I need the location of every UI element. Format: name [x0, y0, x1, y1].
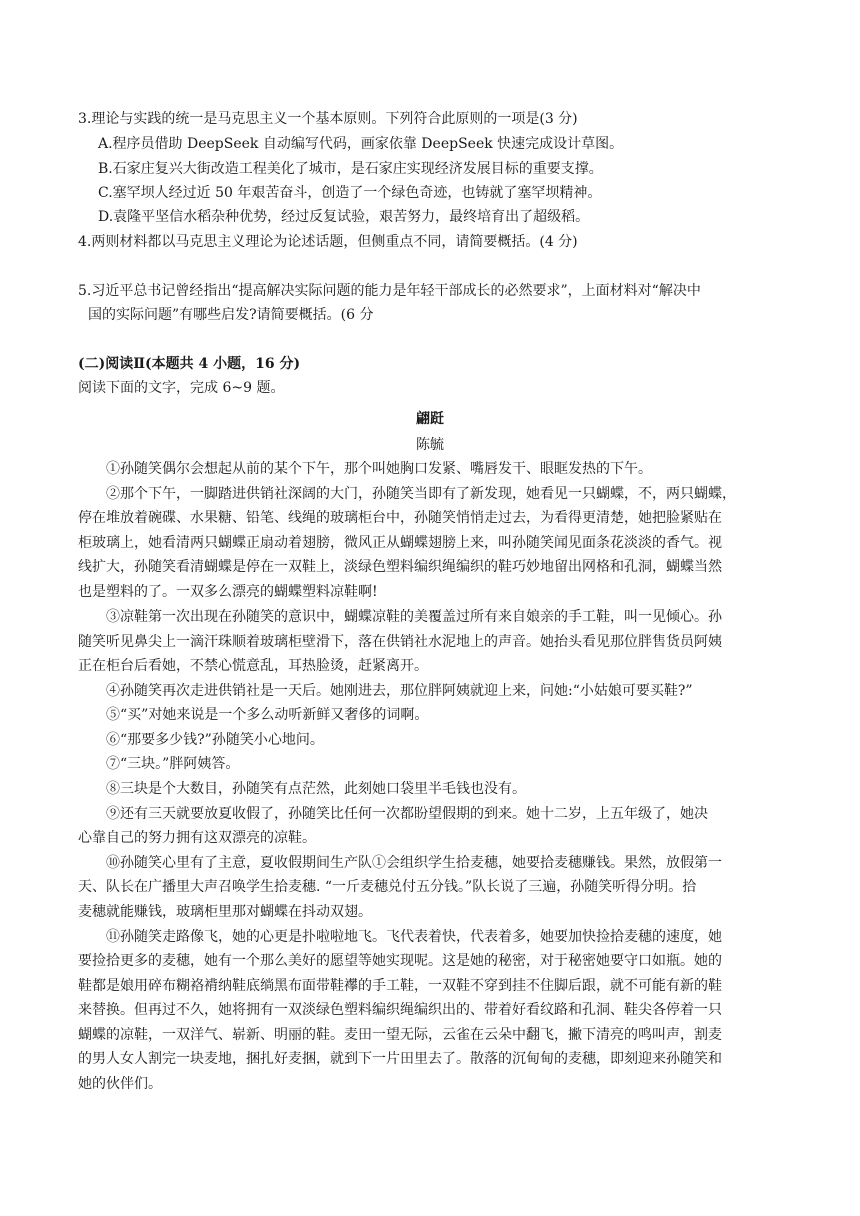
- article-line: ⑪孙随笑走路像飞，她的心更是扑啦啦地飞。飞代表着快，代表着多，她要加快捡拾麦穗的速度，她: [106, 929, 722, 945]
- article-line: 的男人女人割完一块麦地，捆扎好麦捆，就到下一片田里去了。散落的沉甸甸的麦穗，即刻迎来孙随笑和: [78, 1051, 722, 1067]
- question-5-line-1: 5.习近平总书记曾经指出“提高解决实际问题的能力是年轻干部成长的必然要求”，上面材料对“解决中: [78, 283, 701, 299]
- question-4: 4.两则材料都以马克思主义理论为论述话题，但侧重点不同，请简要概括。(4 分): [78, 234, 578, 250]
- article-line: 随笑听见鼻尖上一滴汗珠顺着玻璃柜壁滑下，落在供销社水泥地上的声音。她抬头看见那位胖售货员阿姨: [78, 634, 722, 650]
- article-line: 柜玻璃上，她看清两只蝴蝶正扇动着翅膀，微风正从蝴蝶翅膀上来，叫孙随笑闻见面条花淡淡的香气。视: [78, 535, 722, 551]
- article-line: 线扩大，孙随笑看清蝴蝶是停在一双鞋上，淡绿色塑料编织绳编织的鞋巧妙地留出网格和孔洞，蝴蝶当然: [78, 559, 722, 575]
- article-line: 鞋都是娘用碎布糊袼褙纳鞋底绱黑布面带鞋襻的手工鞋，一双鞋不穿到挂不住脚后跟，就不可能有新的鞋: [78, 978, 722, 994]
- article-line: 心靠自己的努力拥有这双漂亮的凉鞋。: [78, 830, 316, 846]
- article-line: ⑤“买”对她来说是一个多么动听新鲜又奢侈的词啊。: [106, 707, 429, 723]
- article-line: 天、队长在广播里大声召唤学生拾麦穗. “一斤麦穗兑付五分钱。”队长说了三遍，孙随笑听得分明。拾: [78, 879, 697, 895]
- section-instruction: 阅读下面的文字，完成 6~9 题。: [78, 380, 285, 396]
- article-line: 蝴蝶的凉鞋，一双洋气、崭新、明丽的鞋。麦田一望无际，云雀在云朵中翻飞，撇下清亮的鸣叫声，割麦: [78, 1027, 722, 1043]
- article-line: ①孙随笑偶尔会想起从前的某个下午，那个叫她胸口发紧、嘴唇发干、眼眶发热的下午。: [106, 461, 652, 477]
- article-line: ③凉鞋第一次出现在孙随笑的意识中，蝴蝶凉鞋的美覆盖过所有来自娘亲的手工鞋，叫一见倾心。孙: [106, 609, 722, 625]
- article-title: 翩跹: [416, 411, 444, 427]
- question-3-option-d: D.袁隆平坚信水稻杂种优势，经过反复试验，艰苦努力，最终培育出了超级稻。: [98, 209, 590, 225]
- question-3-option-b: B.石家庄复兴大街改造工程美化了城市，是石家庄实现经济发展目标的重要支撑。: [98, 161, 603, 177]
- article-line: ⑨还有三天就要放夏收假了，孙随笑比任何一次都盼望假期的到来。她十二岁，上五年级了，她决: [106, 806, 708, 822]
- section-heading: (二)阅读Ⅱ(本题共 4 小题，16 分): [78, 356, 301, 372]
- article-line: ⑦“三块。”胖阿姨答。: [106, 756, 240, 772]
- article-line: 麦穗就能赚钱，玻璃柜里那对蝴蝶在抖动双翅。: [78, 904, 372, 920]
- article-line: ⑥“那要多少钱?”孙随笑小心地问。: [106, 732, 324, 748]
- article-line: ⑩孙随笑心里有了主意，夏收假期间生产队①会组织学生拾麦穗，她要拾麦穗赚钱。果然，放假第一: [106, 855, 722, 871]
- article-author: 陈毓: [416, 437, 444, 453]
- article-line: ②那个下午，一脚踏进供销社深阔的大门，孙随笑当即有了新发现，她看见一只蝴蝶，不，两只蝴蝶，: [106, 486, 736, 502]
- question-3-option-c: C.塞罕坝人经过近 50 年艰苦奋斗，创造了一个绿色奇迹，也铸就了塞罕坝精神。: [98, 185, 602, 201]
- question-5-line-2: 国的实际问题”有哪些启发?请简要概括。(6 分: [88, 307, 374, 323]
- article-line: 停在堆放着碗碟、水果糖、铅笔、线绳的玻璃柜台中，孙随笑悄悄走过去，为看得更清楚，她把脸紧贴在: [78, 510, 722, 526]
- article-line: 也是塑料的了。一双多么漂亮的蝴蝶塑料凉鞋啊!: [78, 584, 378, 600]
- question-3-option-a: A.程序员借助 DeepSeek 自动编写代码，画家依靠 DeepSeek 快速完成设计草图。: [98, 136, 624, 152]
- question-3-stem: 3.理论与实践的统一是马克思主义一个基本原则。下列符合此原则的一项是(3 分): [78, 111, 578, 127]
- article-line: 来替换。但再过不久，她将拥有一双淡绿色塑料编织绳编织出的、带着好看纹路和孔洞、鞋尖各停着一只: [78, 1002, 722, 1018]
- article-line: ④孙随笑再次走进供销社是一天后。她刚进去，那位胖阿姨就迎上来，问她:“小姑娘可要买鞋?”: [106, 683, 693, 699]
- article-line: 她的伙伴们。: [78, 1076, 162, 1092]
- article-line: 正在柜台后看她，不禁心慌意乱，耳热脸烫，赶紧离开。: [78, 658, 428, 674]
- article-line: ⑧三块是个大数目，孙随笑有点茫然，此刻她口袋里半毛钱也没有。: [106, 781, 526, 797]
- article-line: 要捡拾更多的麦穗，她有一个那么美好的愿望等她实现呢。这是她的秘密，对于秘密她要守口如瓶。她的: [78, 953, 722, 969]
